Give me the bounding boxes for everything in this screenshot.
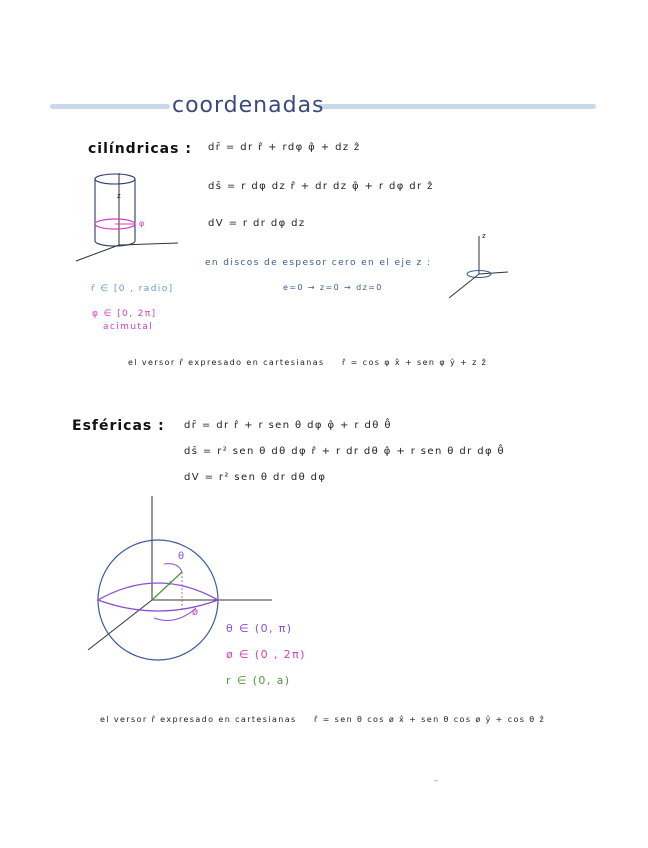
title-rule-right xyxy=(318,104,596,109)
axes-sketch-z-label: z xyxy=(482,232,487,240)
cyl-ds-equation: ds̄ = r dφ dz r̂ + dr dz φ̂ + r dφ dr ẑ xyxy=(208,181,434,192)
cyl-diagram-z-label: z xyxy=(117,192,122,200)
cyl-range-phi: φ ∈ [0, 2π] xyxy=(92,309,157,319)
cylindrical-heading: cilíndricas : xyxy=(88,141,192,157)
cyl-versor-equation: r̂ = cos φ x̂ + sen φ ŷ + z ẑ xyxy=(342,358,488,367)
cyl-note: en discos de espesor cero en el eje z : xyxy=(205,258,432,268)
cylinder-diagram xyxy=(74,165,184,265)
cyl-dv-equation: dV = r dr dφ dz xyxy=(208,218,306,229)
cyl-dr-equation: dr̄ = dr r̂ + rdφ φ̂ + dz ẑ xyxy=(208,142,361,153)
cyl-diagram-phi-label: φ xyxy=(139,219,145,228)
spherical-heading: Esféricas : xyxy=(72,418,165,434)
cyl-phi-label: acimutal xyxy=(103,322,154,332)
axes-sketch xyxy=(448,232,508,302)
title-rule-left xyxy=(50,104,170,109)
page-title: coordenadas xyxy=(172,93,325,118)
sphere-diagram xyxy=(84,494,274,674)
sph-versor-equation: r̂ = sen θ cos ø x̂ + sen θ cos ø ŷ + cos θ ẑ xyxy=(314,715,546,724)
sph-dr-equation: dr̄ = dr r̂ + r sen θ dφ φ̂ + r dθ θ̂ xyxy=(184,420,392,431)
footer-mark: – xyxy=(434,776,438,785)
sph-range-r: r ∈ (0, a) xyxy=(226,674,291,687)
cyl-note-equation: e=0 → z=0 → dz=0 xyxy=(283,283,383,292)
sph-diagram-phi-label: ø xyxy=(192,607,199,618)
sph-dv-equation: dV = r² sen θ dr dθ dφ xyxy=(184,472,327,483)
cyl-range-r: r̄ ∈ [0 , radio] xyxy=(91,284,174,294)
sph-diagram-r-label: r xyxy=(169,579,173,587)
sph-range-phi: ø ∈ (0 , 2π) xyxy=(226,648,306,661)
cyl-versor-label: el versor r̂ expresado en cartesianas xyxy=(128,358,325,367)
sph-diagram-theta-label: θ xyxy=(178,551,185,562)
sph-range-theta: θ ∈ (0, π) xyxy=(226,622,293,635)
sph-ds-equation: ds̄ = r² sen θ dθ dφ r̂ + r dr dθ φ̂ + r sen θ dr dφ θ̂ xyxy=(184,446,506,457)
sph-versor-label: el versor r̂ expresado en cartesianas xyxy=(100,715,297,724)
